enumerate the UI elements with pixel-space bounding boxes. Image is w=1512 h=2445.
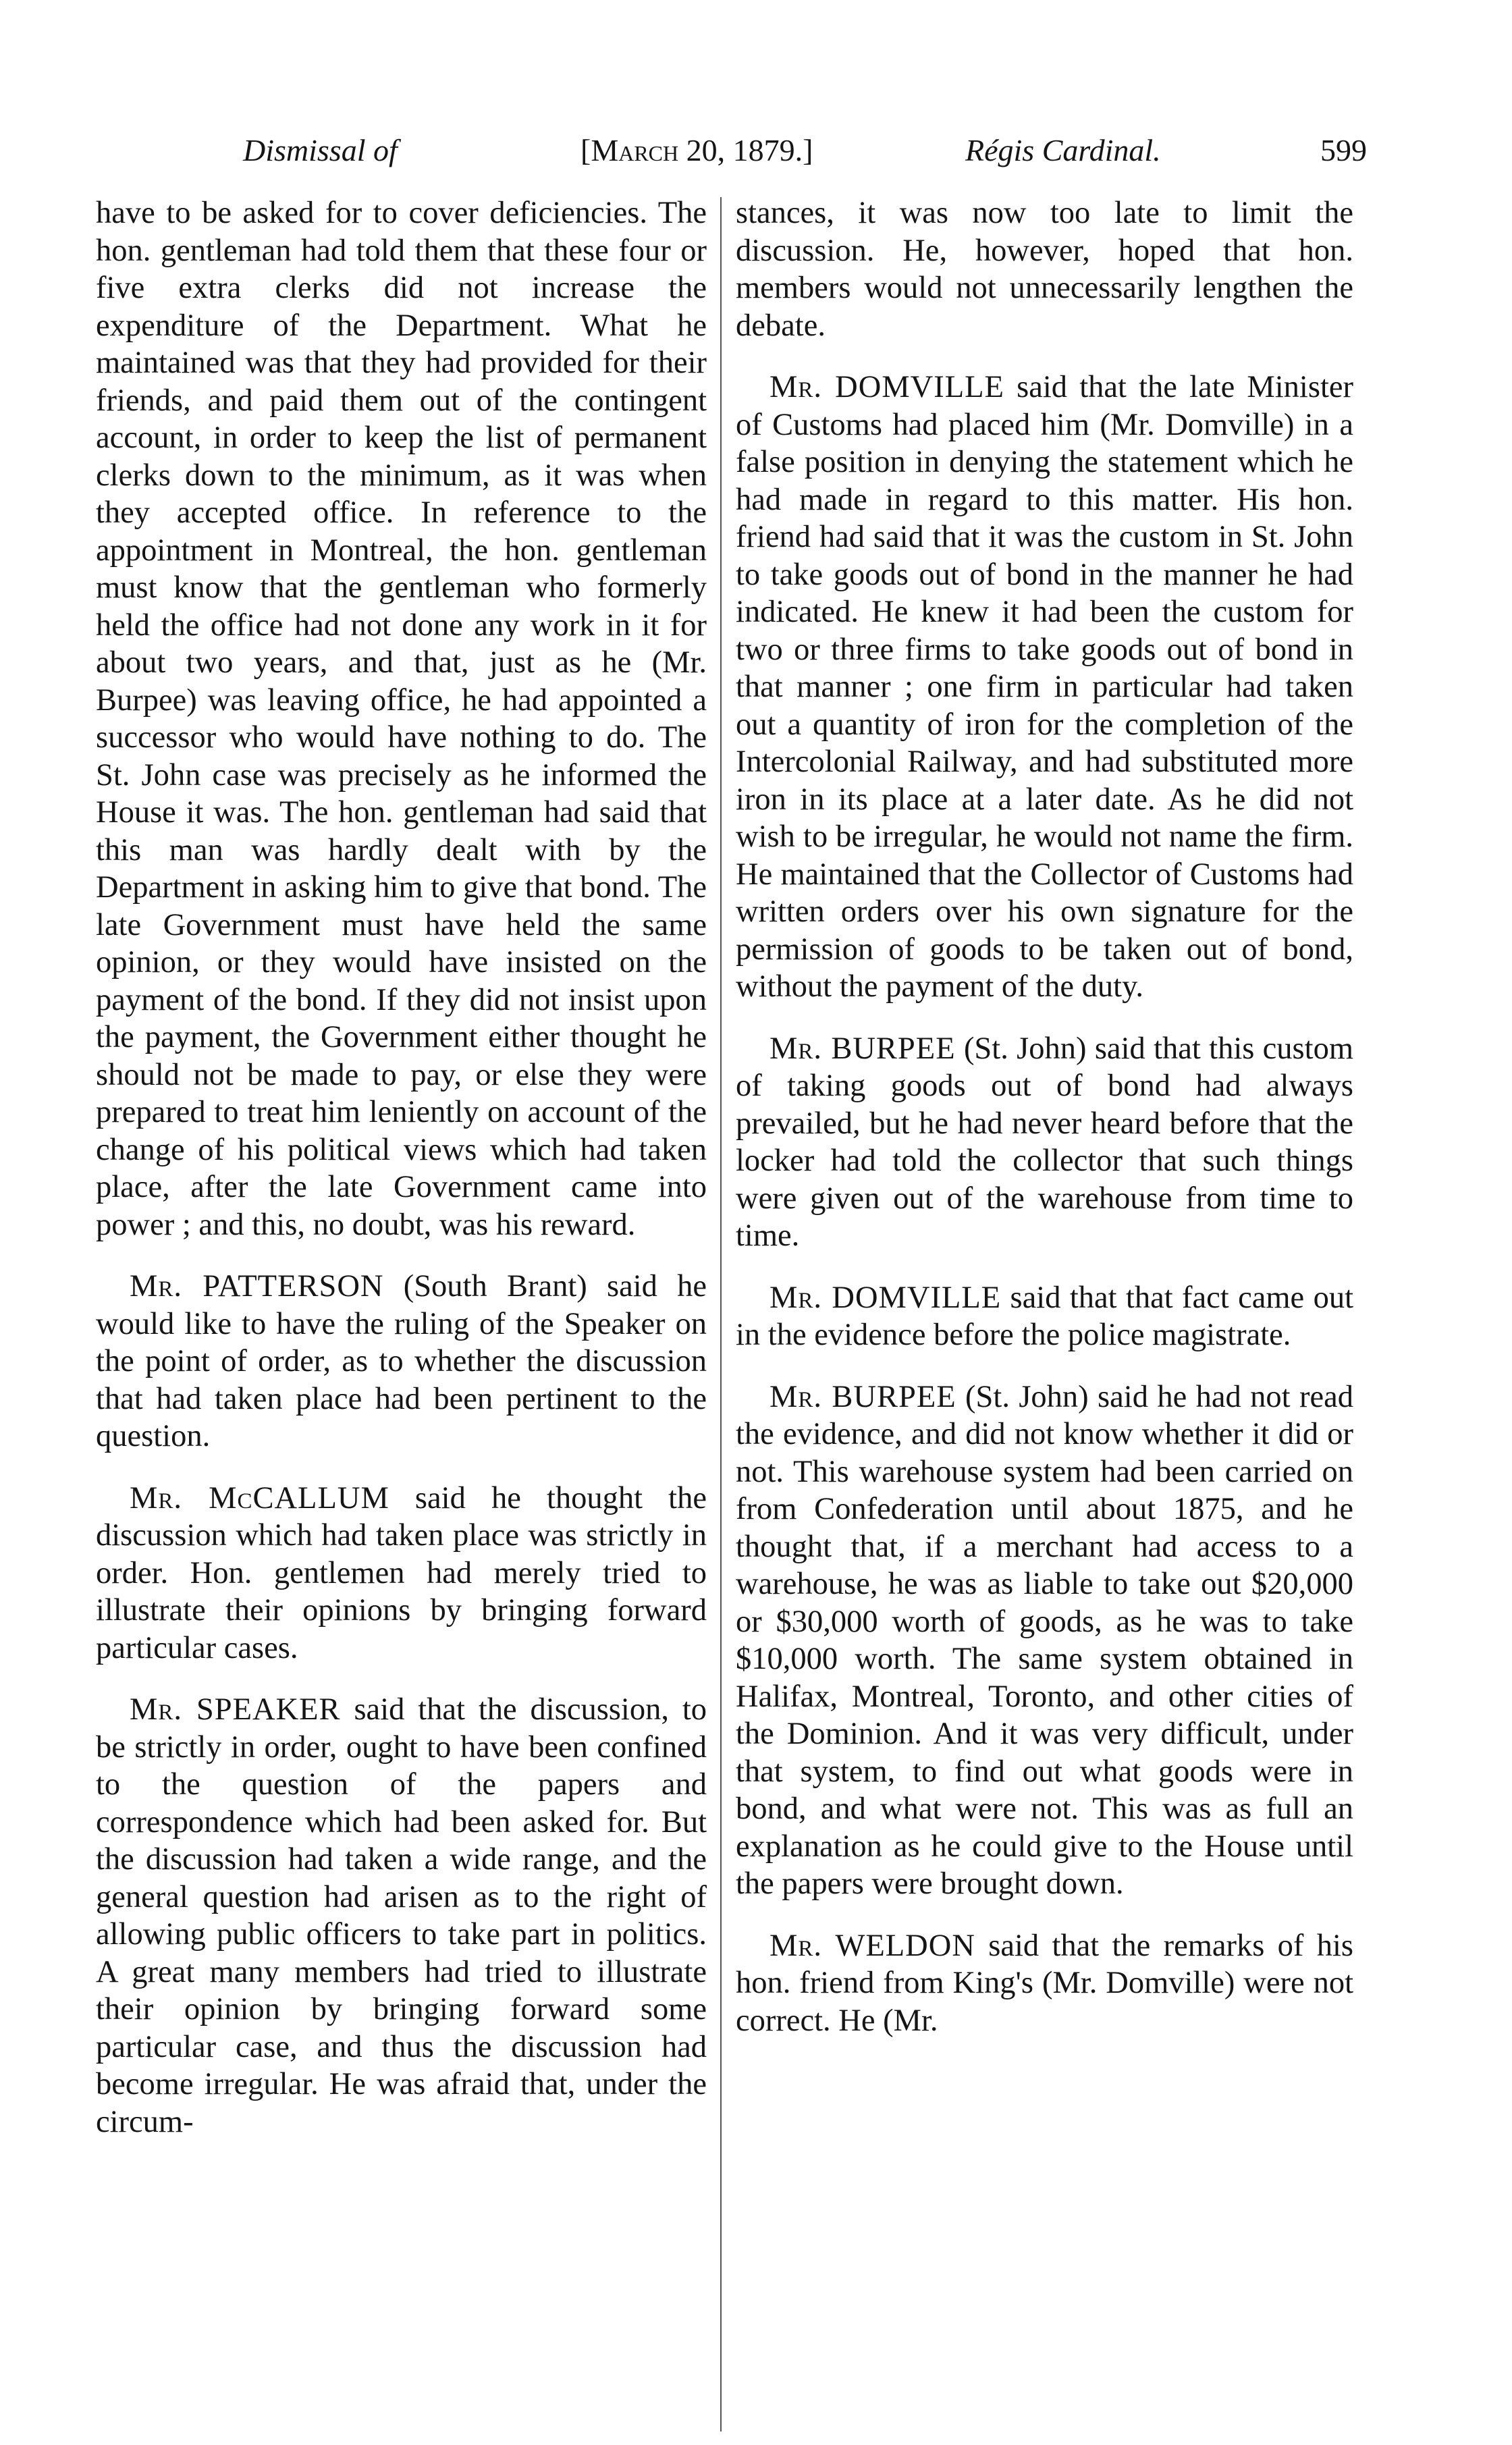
speech-text: said that the remarks of his hon. friend from King's (Mr. Domville) were not correct. He (Mr. [736,1928,1353,2038]
speech-domville [736,369,1353,1006]
column-divider [720,197,722,2431]
paragraph-continuation: stances, it was now too late to limit the discussion. He, however, hoped that hon. members would not unnecessarily lengthen the debate. [736,196,1353,343]
header-date-month: March [591,133,679,167]
page-number: 599 [1320,133,1367,167]
speech-domville-2 [736,1279,1353,1354]
speaker-name: Mr. McCALLUM [130,1480,389,1515]
speech-mccallum [96,1480,707,1667]
speech-text: (South Brant) said he would like to have the ruling of the Speaker on the point of order, as to whether the discussion that had taken place had been pertinent to the question. [96,1269,707,1453]
right-column [736,194,1353,2039]
speech-text: said that that fact came out in the evidence before the police magistrate. [736,1280,1353,1352]
header-left-title: Dismissal of [243,133,398,167]
left-column [96,194,707,2141]
speech-weldon [736,1927,1353,2040]
speech-burpee [736,1030,1353,1255]
header-date-rest: 20, 1879.] [678,133,813,167]
speaker-name: Mr. BURPEE [770,1031,956,1066]
speaker-name: Mr. DOMVILLE [770,370,1004,404]
header-right-title: Régis Cardinal. [965,133,1161,167]
speech-text: said he thought the discussion which had taken place was strictly in order. Hon. gentlemen had merely tried to illustrate their opinions by bringing forward particular cases. [96,1480,707,1665]
speaker-name: Mr. WELDON [770,1928,975,1963]
speech-patterson [96,1268,707,1455]
running-header [243,127,1367,174]
speech-text: (St. John) said that this custom of taking goods out of bond had always prevailed, but he had never heard before that the locker had told the collector that such things were given out of the warehouse from time to time. [736,1031,1353,1253]
speaker-name: Mr. BURPEE [770,1379,956,1414]
speech-text: said that the late Minister of Customs had placed him (Mr. Domville) in a false position in denying the statement which he had made in regard to this matter. His hon. friend had said that it was the custom in St. John to take goods out of bond in the manner he had indicated. He knew it had been the custom for two or three firms to take goods out of bond in that manner ; one firm in particular had taken out a quantity of iron for the completion of the Intercolonial Railway, and had substituted more iron in its place at a later date. As he did not wish to be irregular, he would not name the firm. He maintained that the Collector of Customs had written orders over his own signature for the permission of goods to be taken out of bond, without the payment of the duty. [736,370,1353,1004]
speech-burpee-2 [736,1378,1353,1903]
speech-text: said that the discussion, to be strictly in order, ought to have been confined to the question of the papers and correspondence which had been asked for. But the discussion had taken a wide range, and the general question had arisen as to the right of allowing public officers to take part in politics. A great many members had tried to illustrate their opinion by bringing forward some particular case, and thus the discussion had become irregular. He was afraid that, under the circum- [96,1692,707,2139]
speech-speaker [96,1691,707,2141]
speaker-name: Mr. PATTERSON [130,1269,384,1304]
header-date-bracket: [ [580,133,591,167]
speaker-name: Mr. DOMVILLE [770,1280,1002,1315]
speaker-name: Mr. SPEAKER [130,1692,341,1727]
speech-text: (St. John) said he had not read the evidence, and did not know whether it did or not. This warehouse system had been carried on from Confederation until about 1875, and he thought that, if a merchant had access to a warehouse, he was as liable to take out $20,000 or $30,000 worth of goods, as he was to take $10,000 worth. The same system obtained in Halifax, Montreal, Toronto, and other cities of the Dominion. And it was very difficult, under that system, to find out what goods were in bond, and what were not. This was as full an explanation as he could give to the House until the papers were brought down. [736,1379,1353,1901]
paragraph-continuation: have to be asked for to cover deficiencies. The hon. gentleman had told them that these four or five extra clerks did not increase the expenditure of the Department. What he maintained was that they had provided for their friends, and paid them out of the contingent account, in order to keep the list of permanent clerks down to the minimum, as it was when they accepted office. In reference to the appointment in Montreal, the hon. gentleman must know that the gentleman who formerly held the office had not done any work in it for about two years, and that, just as he (Mr. Burpee) was leaving office, he had appointed a successor who would have nothing to do. The St. John case was precisely as he informed the House it was. The hon. gentleman had said that this man was hardly dealt with by the Department in asking him to give that bond. The late Government must have held the same opinion, or they would have insisted on the payment of the bond. If they did not insist upon the payment, the Government either thought he should not be made to pay, or else they were prepared to treat him leniently on account of the change of his political views which had taken place, after the late Government came into power ; and this, no doubt, was his reward. [96,196,707,1242]
header-date [580,127,813,174]
